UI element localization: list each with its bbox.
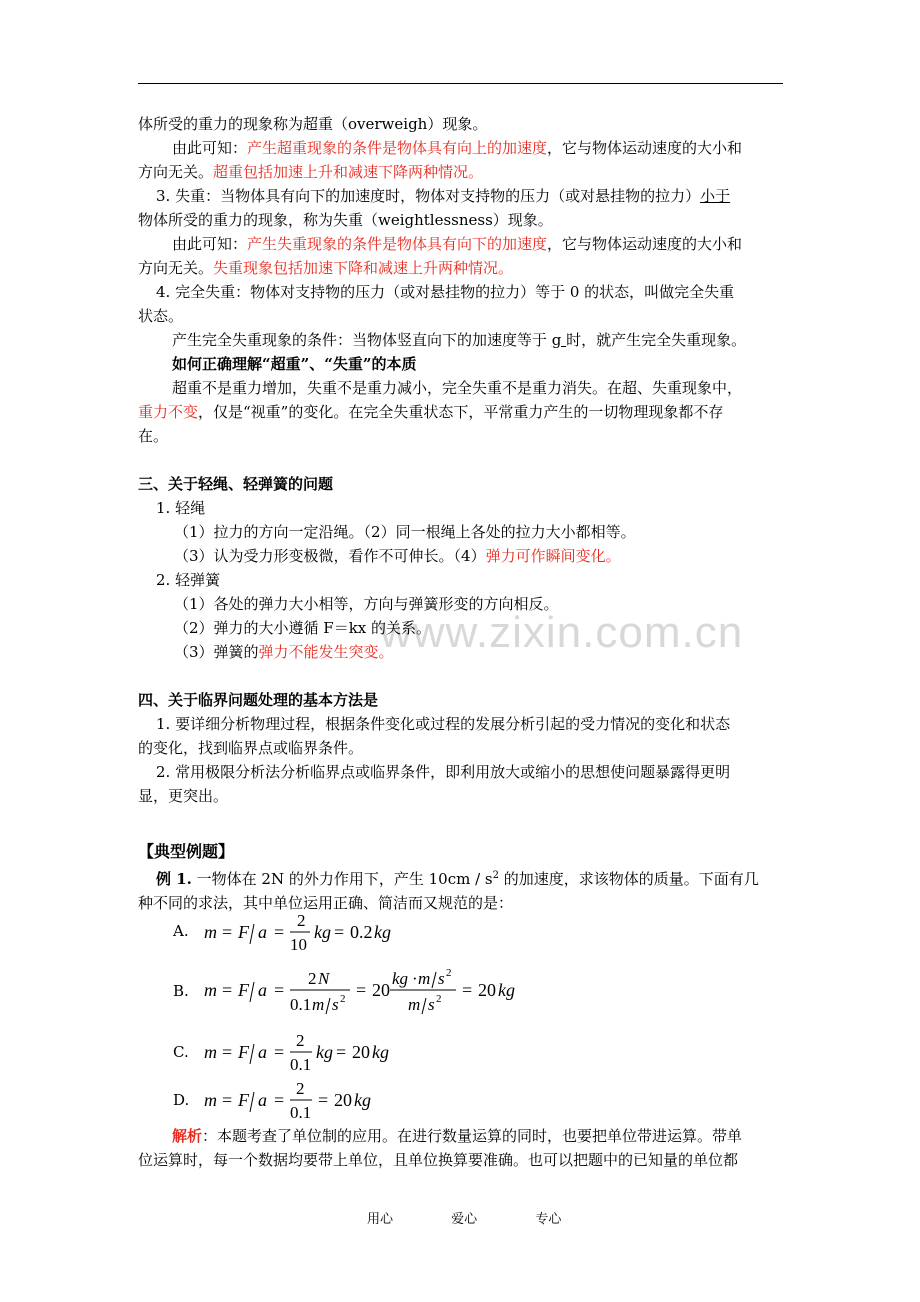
section-heading: 三、关于轻绳、轻弹簧的问题 bbox=[138, 475, 334, 493]
svg-text:=: = bbox=[273, 1042, 284, 1062]
svg-text:m: m bbox=[417, 969, 431, 988]
list-item: （1）各处的弹力大小相等，方向与弹簧形变的方向相反。 bbox=[174, 595, 559, 613]
paragraph: 在。 bbox=[138, 427, 169, 445]
svg-text:0.1: 0.1 bbox=[289, 1055, 312, 1074]
svg-text:kg: kg bbox=[373, 922, 391, 942]
svg-text:=: = bbox=[273, 1090, 284, 1110]
text: ，它与物体运动速度的大小和 bbox=[547, 139, 743, 157]
document-body bbox=[138, 112, 786, 915]
paragraph: 显，更突出。 bbox=[138, 787, 229, 805]
svg-text:F: F bbox=[237, 980, 249, 1000]
option-b bbox=[173, 964, 524, 1020]
text: ，它与物体运动速度的大小和 bbox=[547, 235, 743, 253]
svg-text:kg: kg bbox=[315, 1042, 333, 1062]
paragraph bbox=[138, 400, 786, 424]
paragraph bbox=[138, 1124, 786, 1148]
svg-text:=: = bbox=[335, 1042, 346, 1062]
svg-text:m: m bbox=[203, 1042, 217, 1062]
paragraph: 体所受的重力的现象称为超重（overweigh）现象。 bbox=[138, 115, 488, 133]
option-a bbox=[173, 910, 424, 954]
svg-text:2: 2 bbox=[295, 1031, 305, 1050]
svg-text:0.1: 0.1 bbox=[289, 995, 312, 1014]
paragraph bbox=[138, 256, 786, 280]
example-label: 例 1. bbox=[156, 870, 192, 888]
svg-text:m: m bbox=[203, 1090, 217, 1110]
text: 产生完全失重现象的条件：当物体竖直向下的加速度等于 bbox=[172, 331, 552, 349]
option-d bbox=[173, 1078, 404, 1124]
list-item bbox=[138, 640, 786, 664]
svg-text:=: = bbox=[461, 980, 472, 1000]
option-label: A. bbox=[173, 922, 189, 940]
svg-text:F: F bbox=[237, 1042, 249, 1062]
paragraph bbox=[138, 160, 786, 184]
list-item: （1）拉力的方向一定沿绳。（2）同一根绳上各处的拉力大小都相等。 bbox=[174, 523, 636, 541]
subheading: 如何正确理解“超重”、“失重”的本质 bbox=[172, 355, 417, 373]
footer-item: 爱心 bbox=[451, 1212, 478, 1227]
svg-text:·: · bbox=[411, 969, 418, 988]
svg-text:2: 2 bbox=[445, 967, 452, 979]
svg-text:0.2: 0.2 bbox=[349, 922, 373, 942]
paragraph: 位运算时，每一个数据均要带上单位，且单位换算要准确。也可以把题中的已知量的单位都 bbox=[138, 1151, 739, 1169]
svg-text:a: a bbox=[257, 980, 267, 1000]
svg-text:=: = bbox=[221, 1042, 232, 1062]
svg-text:=: = bbox=[317, 1090, 328, 1110]
analysis-label: 解析 bbox=[172, 1127, 203, 1145]
svg-text:s: s bbox=[437, 969, 445, 988]
svg-text:m: m bbox=[407, 995, 421, 1014]
text: ，仅是“视重”的变化。在完全失重状态下，平常重力产生的一切物理现象都不存 bbox=[198, 403, 724, 421]
paragraph: 的变化，找到临界点或临界条件。 bbox=[138, 739, 364, 757]
underlined-text: 小于 bbox=[700, 187, 731, 205]
svg-text:a: a bbox=[257, 1042, 267, 1062]
superscript: 2 bbox=[492, 870, 500, 881]
question-text bbox=[138, 864, 786, 891]
text: 的加速度，求该物体的质量。下面有几 bbox=[499, 870, 759, 888]
highlight-text: 弹力可作瞬间变化。 bbox=[485, 547, 621, 565]
svg-text:kg: kg bbox=[371, 1042, 389, 1062]
paragraph: 状态。 bbox=[138, 307, 184, 325]
text: ：本题考查了单位制的应用。在进行数量运算的同时，也要把单位带进运算。带单 bbox=[202, 1127, 743, 1145]
text: 由此可知： bbox=[172, 139, 248, 157]
svg-text:F: F bbox=[237, 1090, 249, 1110]
option-label: B. bbox=[173, 982, 189, 1000]
svg-text:2: 2 bbox=[296, 911, 306, 930]
svg-text:20: 20 bbox=[477, 980, 496, 1000]
svg-text:=: = bbox=[273, 922, 284, 942]
list-item: （2）弹力的大小遵循 F＝kx 的关系。 bbox=[174, 619, 432, 637]
svg-text:20: 20 bbox=[371, 980, 390, 1000]
svg-text:kg: kg bbox=[353, 1090, 371, 1110]
footer bbox=[367, 1208, 615, 1227]
svg-text:=: = bbox=[355, 980, 366, 1000]
svg-text:20: 20 bbox=[351, 1042, 370, 1062]
option-label: C. bbox=[173, 1043, 189, 1061]
svg-text:s: s bbox=[427, 995, 435, 1014]
svg-text:2: 2 bbox=[339, 993, 346, 1005]
svg-text:a: a bbox=[257, 922, 267, 942]
paragraph: 物体所受的重力的现象，称为失重（weightlessness）现象。 bbox=[138, 211, 553, 229]
list-item: 2. 轻弹簧 bbox=[156, 571, 221, 589]
text: 3. 失重：当物体具有向下的加速度时，物体对支持物的压力（或对悬挂物的拉力） bbox=[156, 187, 701, 205]
paragraph: 4. 完全失重：物体对支持物的压力（或对悬挂物的拉力）等于 0 的状态，叫做完全失重 bbox=[156, 283, 735, 301]
svg-text:2: 2 bbox=[435, 993, 442, 1005]
text: 一物体在 2N 的外力作用下，产生 10cm / s bbox=[191, 870, 493, 888]
list-item: 1. 轻绳 bbox=[156, 499, 206, 517]
svg-text:N: N bbox=[317, 969, 330, 988]
highlight-text: 失重现象包括加速下降和减速上升两种情况。 bbox=[213, 259, 514, 277]
highlight-text: 重力不变 bbox=[138, 403, 199, 421]
paragraph bbox=[138, 184, 786, 208]
svg-text:=: = bbox=[221, 1090, 232, 1110]
paragraph: 超重不是重力增加，失重不是重力减小，完全失重不是重力消失。在超、失重现象中， bbox=[172, 379, 743, 397]
svg-text:2: 2 bbox=[307, 969, 317, 988]
text: 方向无关。 bbox=[138, 163, 214, 181]
option-label: D. bbox=[173, 1091, 190, 1109]
footer-item: 专心 bbox=[535, 1212, 562, 1227]
formula-a bbox=[204, 910, 424, 954]
svg-text:m: m bbox=[311, 995, 325, 1014]
svg-text:a: a bbox=[257, 1090, 267, 1110]
svg-text:m: m bbox=[203, 922, 217, 942]
svg-text:2: 2 bbox=[295, 1079, 305, 1098]
highlight-text: 产生超重现象的条件是物体具有向上的加速度 bbox=[247, 139, 548, 157]
header-rule bbox=[138, 83, 783, 84]
svg-text:=: = bbox=[221, 922, 232, 942]
svg-text:F: F bbox=[237, 922, 249, 942]
paragraph bbox=[138, 136, 786, 160]
svg-text:0.1: 0.1 bbox=[289, 1103, 312, 1122]
analysis-block bbox=[138, 1124, 786, 1172]
option-c bbox=[173, 1030, 424, 1076]
svg-text:kg: kg bbox=[313, 922, 331, 942]
svg-text:=: = bbox=[333, 922, 344, 942]
footer-item: 用心 bbox=[367, 1212, 394, 1227]
highlight-text: 超重包括加速上升和减速下降两种情况。 bbox=[213, 163, 484, 181]
paragraph: 2. 常用极限分析法分析临界点或临界条件，即利用放大或缩小的思想使问题暴露得更明 bbox=[156, 763, 731, 781]
svg-text:m: m bbox=[203, 980, 217, 1000]
svg-text:=: = bbox=[221, 980, 232, 1000]
examples-heading: 【典型例题】 bbox=[138, 842, 235, 861]
highlight-text: 产生失重现象的条件是物体具有向下的加速度 bbox=[247, 235, 548, 253]
formula-d bbox=[204, 1078, 404, 1124]
paragraph: 1. 要详细分析物理过程，根据条件变化或过程的发展分析引起的受力情况的变化和状态 bbox=[156, 715, 731, 733]
formula-c bbox=[204, 1030, 424, 1076]
list-item bbox=[138, 544, 786, 568]
text: 方向无关。 bbox=[138, 259, 214, 277]
formula-b bbox=[204, 964, 524, 1020]
underlined-text: g bbox=[551, 331, 567, 349]
paragraph bbox=[138, 232, 786, 256]
text: （3）弹簧的 bbox=[174, 643, 259, 661]
watermark: www.zixin.com.cn bbox=[380, 608, 744, 657]
svg-text:s: s bbox=[331, 995, 339, 1014]
section-heading: 四、关于临界问题处理的基本方法是 bbox=[138, 691, 379, 709]
svg-text:10: 10 bbox=[289, 935, 307, 954]
svg-text:=: = bbox=[273, 980, 284, 1000]
question-text: 种不同的求法，其中单位运用正确、简洁而又规范的是： bbox=[138, 894, 514, 912]
svg-text:kg: kg bbox=[391, 969, 408, 988]
text: 由此可知： bbox=[172, 235, 248, 253]
svg-text:kg: kg bbox=[497, 980, 515, 1000]
text: （3）认为受力形变极微，看作不可伸长。（4） bbox=[174, 547, 486, 565]
text: 时，就产生完全失重现象。 bbox=[566, 331, 747, 349]
highlight-text: 弹力不能发生突变。 bbox=[258, 643, 394, 661]
paragraph bbox=[138, 328, 786, 352]
svg-text:20: 20 bbox=[333, 1090, 352, 1110]
